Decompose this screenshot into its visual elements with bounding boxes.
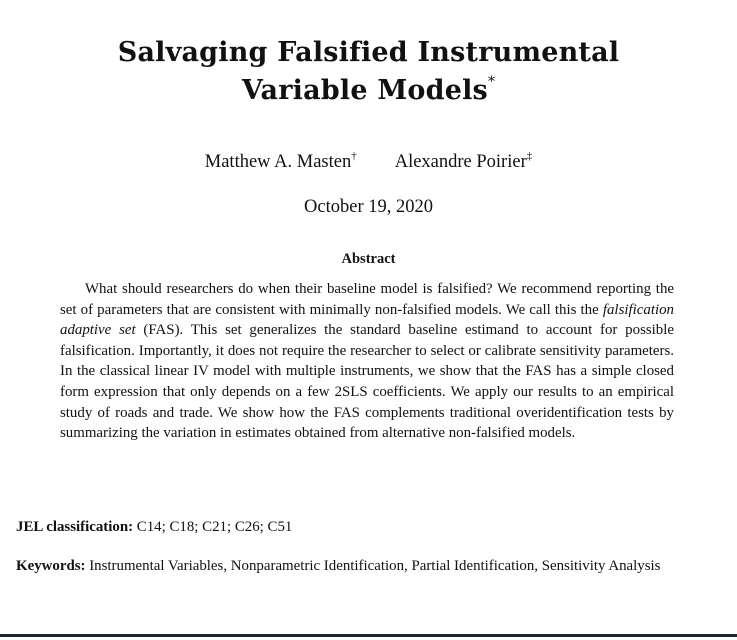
author-footnote-mark[interactable]: ‡ [526, 150, 533, 162]
title-line-1: Salvaging Falsified Instrumental [117, 37, 620, 68]
page-bottom-divider [0, 634, 737, 637]
abstract-text-part-1: What should researchers do when their baseline model is falsified? We recommend reporting the set of parameters that are consistent with minimally non-falsified models. We call this the [60, 281, 674, 318]
paper-date: October 19, 2020 [304, 197, 433, 217]
paper-title [0, 34, 737, 110]
author-2 [395, 150, 533, 174]
author-name: Alexandre Poirier [394, 152, 527, 172]
author-list [0, 150, 737, 174]
jel-codes: C14; C18; C21; C26; C51 [136, 519, 293, 535]
keywords-label: Keywords: [16, 558, 86, 574]
keywords-text: Instrumental Variables, Nonparametric Identification, Partial Identification, Sensitivity Analysis [89, 558, 661, 574]
title-footnote-mark[interactable]: * [487, 74, 496, 90]
abstract-heading: Abstract [341, 251, 396, 267]
author-1 [205, 150, 357, 174]
keywords [16, 556, 718, 577]
jel-classification [16, 517, 716, 538]
title-line-2: Variable Models [241, 75, 488, 106]
abstract-text-part-2: (FAS). This set generalizes the standard baseline estimand to account for possible falsification. Importantly, it does not require the researcher to select or calibrate sensitivity parameters. In the classical linear IV model with multiple instruments, we show that the FAS has a simple closed form expression that only depends on a few 2SLS coefficients. We apply our results to an empirical study of roads and trade. We show how the FAS complements traditional overidentification tests by summarizing the variation in estimates obtained from alternative non-falsified models. [60, 322, 674, 442]
abstract-emphasis: falsification adaptive set [60, 301, 674, 339]
jel-label: JEL classification: [16, 519, 134, 535]
author-footnote-mark[interactable]: † [351, 150, 357, 162]
author-name: Matthew A. Masten [204, 152, 352, 172]
abstract-body [60, 279, 674, 444]
